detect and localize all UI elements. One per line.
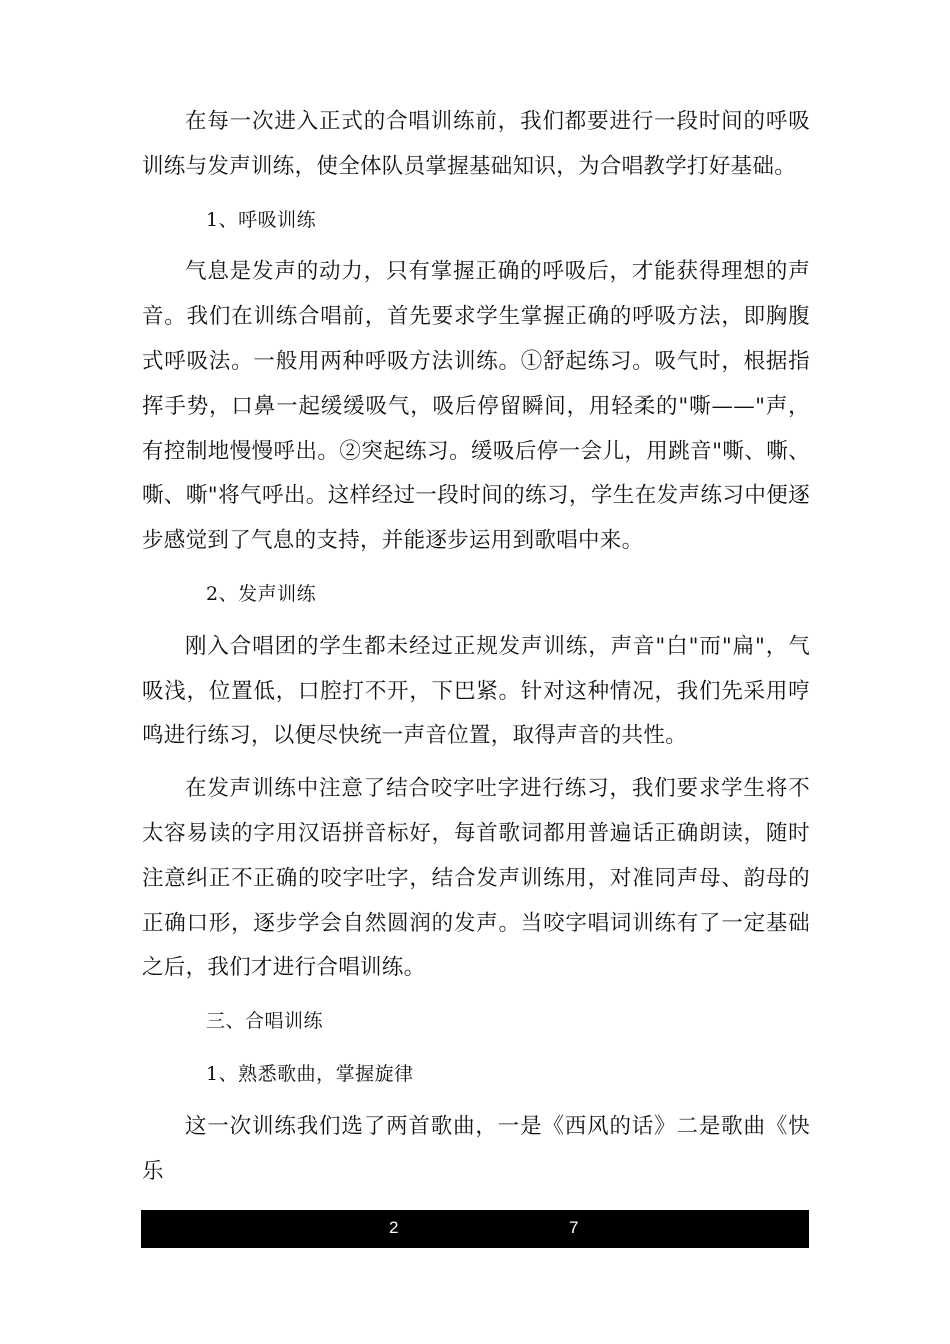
paragraph-vocal: 刚入合唱团的学生都未经过正规发声训练，声音"白"而"扁"，气吸浅，位置低，口腔打不开，下巴紧。针对这种情况，我们先采用哼鸣进行练习，以便尽快统一声音位置，取得声音的共性。 <box>142 633 810 749</box>
heading-breathing-training: 1、呼吸训练 <box>206 208 317 231</box>
document-body <box>142 100 810 1202</box>
page-footer-bar <box>141 1210 809 1248</box>
paragraph-songs: 这一次训练我们选了两首歌曲，一是《西风的话》二是歌曲《快乐 <box>142 1113 810 1184</box>
page-number: 2 <box>389 1218 399 1237</box>
heading-vocal-training: 2、发声训练 <box>206 582 317 605</box>
heading-learn-songs: 1、熟悉歌曲，掌握旋律 <box>206 1062 414 1085</box>
paragraph-diction: 在发声训练中注意了结合咬字吐字进行练习，我们要求学生将不太容易读的字用汉语拼音标好，每首歌词都用普遍话正确朗读，随时注意纠正不正确的咬字吐字，结合发声训练用，对准同声母、韵母的正确口形，逐步学会自然圆润的发声。当咬字唱词训练有了一定基础之后，我们才进行合唱训练。 <box>142 776 810 981</box>
total-pages: 7 <box>569 1218 579 1237</box>
paragraph-intro: 在每一次进入正式的合唱训练前，我们都要进行一段时间的呼吸训练与发声训练，使全体队员掌握基础知识，为合唱教学打好基础。 <box>142 109 810 179</box>
heading-choir-training: 三、合唱训练 <box>206 1010 324 1033</box>
paragraph-breathing: 气息是发声的动力，只有掌握正确的呼吸后，才能获得理想的声音。我们在训练合唱前，首先要求学生掌握正确的呼吸方法，即胸腹式呼吸法。一般用两种呼吸方法训练。①舒起练习。吸气时，根据指挥手势，口鼻一起缓缓吸气，吸后停留瞬间，用轻柔的"嘶——"声，有控制地慢慢呼出。②突起练习。缓吸后停一会儿，用跳音"嘶、嘶、嘶、嘶"将气呼出。这样经过一段时间的练习，学生在发声练习中便逐步感觉到了气息的支持，并能逐步运用到歌唱中来。 <box>142 259 810 554</box>
